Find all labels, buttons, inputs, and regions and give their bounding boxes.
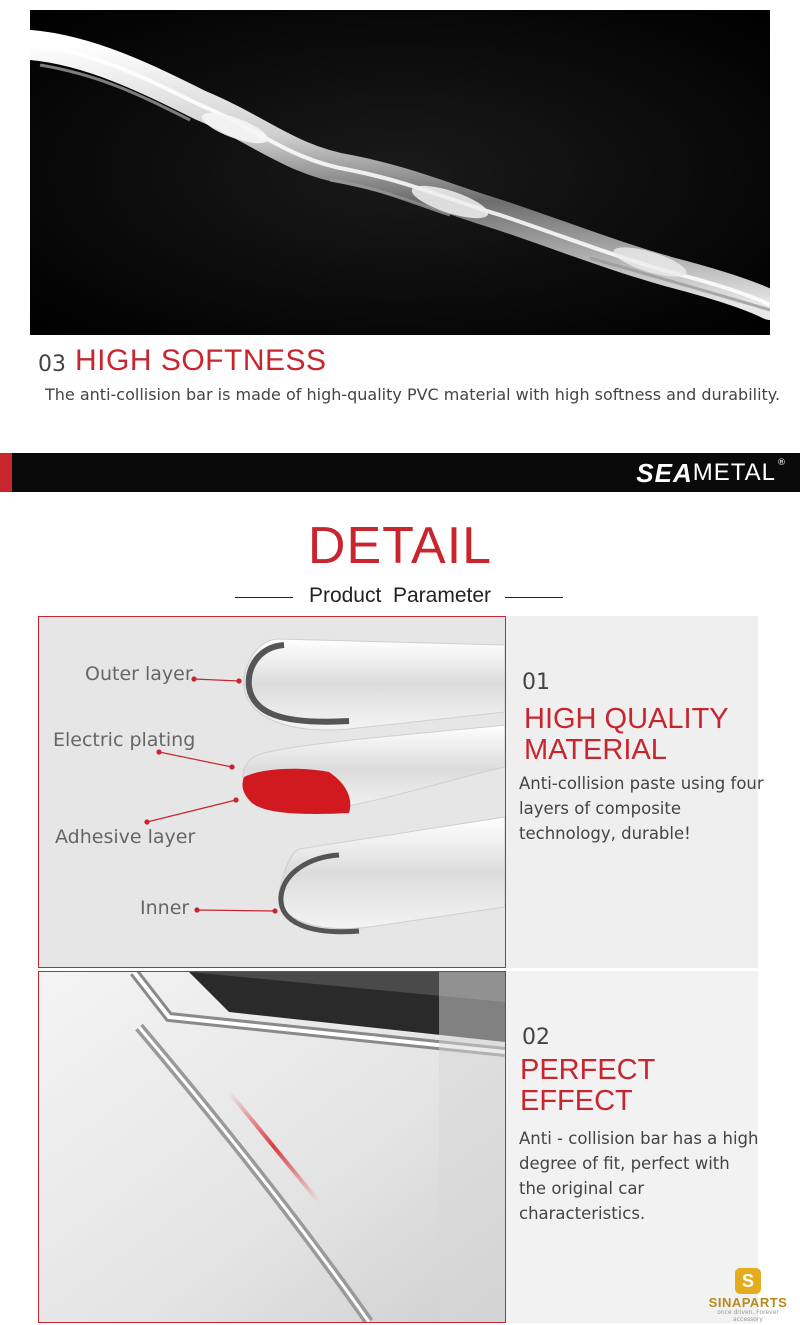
section-title: HIGH SOFTNESS	[75, 344, 327, 377]
section-description: The anti-collision bar is made of high-quality PVC material with high softness and durability.	[45, 385, 781, 404]
brand-bar	[0, 453, 800, 492]
label-electric-plating: Electric plating	[53, 729, 196, 751]
feature2-title-line1: PERFECT	[520, 1054, 656, 1086]
divider-right	[505, 597, 563, 598]
watermark-badge-icon: S	[735, 1268, 761, 1294]
car-door-photo	[39, 972, 505, 1322]
watermark-tagline: once driven. Forever accessory	[717, 1309, 779, 1323]
watermark-name: SINAPARTS	[708, 1295, 788, 1310]
feature1-desc-line3: technology, durable!	[519, 824, 691, 843]
feature2-desc-line2: degree of fit, perfect with	[519, 1154, 730, 1173]
feature2-desc-line3: the original car	[519, 1179, 645, 1198]
label-inner: Inner	[140, 897, 190, 919]
detail-title: DETAIL	[307, 517, 493, 575]
section-number: 03	[38, 352, 66, 377]
feature2-number: 02	[522, 1025, 550, 1050]
detail-subtitle: Product Parameter	[308, 584, 492, 607]
feature2-title-line2: EFFECT	[520, 1085, 633, 1117]
feature2-desc-line4: characteristics.	[519, 1204, 646, 1223]
registered-mark: ®	[777, 458, 786, 468]
hero-image	[30, 10, 770, 335]
brand-accent	[0, 453, 12, 492]
feature2-desc-line1: Anti - collision bar has a high	[519, 1129, 759, 1148]
logo-bold-text: SEA	[636, 457, 693, 488]
feature1-title-line2: MATERIAL	[524, 734, 667, 766]
feature1-number: 01	[522, 670, 550, 695]
car-door-photo-panel	[38, 971, 506, 1323]
feature1-title-line1: HIGH QUALITY	[524, 703, 729, 735]
label-adhesive-layer: Adhesive layer	[55, 826, 196, 848]
brand-logo	[636, 457, 786, 489]
feature1-desc-line2: layers of composite	[519, 799, 681, 818]
feature1-desc-line1: Anti-collision paste using four	[519, 774, 764, 793]
layers-diagram-panel	[38, 616, 506, 968]
logo-light-text: METAL	[692, 459, 776, 486]
watermark-logo	[703, 1268, 793, 1323]
label-outer-layer: Outer layer	[85, 663, 193, 685]
